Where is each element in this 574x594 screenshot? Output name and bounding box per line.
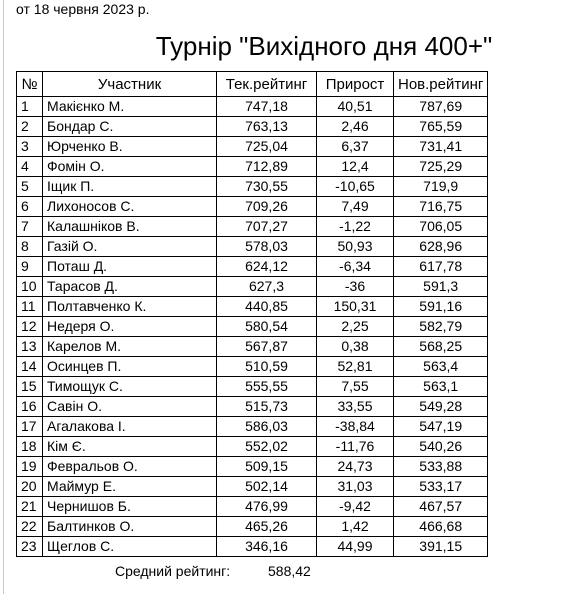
cell-current-rating: 763,13	[217, 117, 317, 137]
cell-current-rating: 578,03	[217, 237, 317, 257]
cell-number: 20	[17, 477, 43, 497]
cell-participant: Карелов М.	[43, 337, 217, 357]
cell-current-rating: 730,55	[217, 177, 317, 197]
header-number: №	[17, 72, 43, 97]
page-left-border	[3, 0, 4, 594]
cell-participant: Осинцев П.	[43, 357, 217, 377]
cell-number: 16	[17, 397, 43, 417]
cell-new-rating: 591,3	[394, 277, 488, 297]
cell-new-rating: 628,96	[394, 237, 488, 257]
cell-gain: 1,42	[317, 517, 394, 537]
cell-participant: Поташ Д.	[43, 257, 217, 277]
cell-gain: 2,46	[317, 117, 394, 137]
page-title: Турнір "Вихідного дня 400+"	[155, 31, 493, 61]
cell-number: 18	[17, 437, 43, 457]
cell-participant: Февральов О.	[43, 457, 217, 477]
date-line: от 18 червня 2023 р.	[16, 1, 150, 17]
cell-new-rating: 563,4	[394, 357, 488, 377]
cell-current-rating: 624,12	[217, 257, 317, 277]
cell-participant: Агалакова І.	[43, 417, 217, 437]
cell-number: 13	[17, 337, 43, 357]
cell-number: 23	[17, 537, 43, 557]
cell-participant: Тарасов Д.	[43, 277, 217, 297]
cell-current-rating: 707,27	[217, 217, 317, 237]
table-row	[17, 297, 488, 317]
cell-gain: -9,42	[317, 497, 394, 517]
cell-current-rating: 747,18	[217, 97, 317, 117]
table-row	[17, 117, 488, 137]
table-row	[17, 157, 488, 177]
cell-gain: -10,65	[317, 177, 394, 197]
cell-gain: -38,84	[317, 417, 394, 437]
cell-new-rating: 568,25	[394, 337, 488, 357]
cell-participant: Іщик П.	[43, 177, 217, 197]
cell-gain: 52,81	[317, 357, 394, 377]
cell-participant: Газій О.	[43, 237, 217, 257]
cell-number: 12	[17, 317, 43, 337]
table-header-row	[17, 72, 488, 97]
cell-gain: 0,38	[317, 337, 394, 357]
table-row	[17, 137, 488, 157]
table-row	[17, 97, 488, 117]
cell-current-rating: 465,26	[217, 517, 317, 537]
table-row	[17, 477, 488, 497]
cell-number: 1	[17, 97, 43, 117]
table-row	[17, 437, 488, 457]
table-row	[17, 277, 488, 297]
cell-new-rating: 591,16	[394, 297, 488, 317]
cell-new-rating: 731,41	[394, 137, 488, 157]
cell-participant: Недеря О.	[43, 317, 217, 337]
cell-current-rating: 725,04	[217, 137, 317, 157]
table-row	[17, 497, 488, 517]
table-row	[17, 337, 488, 357]
cell-new-rating: 466,68	[394, 517, 488, 537]
cell-current-rating: 346,16	[217, 537, 317, 557]
cell-participant: Тимощук С.	[43, 377, 217, 397]
cell-participant: Балтинков О.	[43, 517, 217, 537]
cell-current-rating: 567,87	[217, 337, 317, 357]
table-body	[17, 97, 488, 557]
cell-new-rating: 725,29	[394, 157, 488, 177]
table-row	[17, 417, 488, 437]
cell-gain: 12,4	[317, 157, 394, 177]
table-row	[17, 177, 488, 197]
cell-number: 9	[17, 257, 43, 277]
table-row	[17, 517, 488, 537]
table-row	[17, 397, 488, 417]
table-row	[17, 237, 488, 257]
cell-new-rating: 582,79	[394, 317, 488, 337]
cell-participant: Полтавченко К.	[43, 297, 217, 317]
cell-gain: 7,55	[317, 377, 394, 397]
table-row	[17, 217, 488, 237]
cell-new-rating: 533,88	[394, 457, 488, 477]
cell-number: 11	[17, 297, 43, 317]
cell-new-rating: 787,69	[394, 97, 488, 117]
cell-current-rating: 712,89	[217, 157, 317, 177]
cell-number: 7	[17, 217, 43, 237]
cell-new-rating: 716,75	[394, 197, 488, 217]
cell-new-rating: 706,05	[394, 217, 488, 237]
cell-new-rating: 549,28	[394, 397, 488, 417]
average-rating-value: 588,42	[268, 563, 311, 579]
cell-new-rating: 617,78	[394, 257, 488, 277]
cell-new-rating: 547,19	[394, 417, 488, 437]
cell-gain: 2,25	[317, 317, 394, 337]
table-row	[17, 357, 488, 377]
cell-participant: Чернишов Б.	[43, 497, 217, 517]
table-row	[17, 317, 488, 337]
cell-new-rating: 719,9	[394, 177, 488, 197]
cell-participant: Лихоносов С.	[43, 197, 217, 217]
cell-gain: 6,37	[317, 137, 394, 157]
cell-participant: Юрченко В.	[43, 137, 217, 157]
cell-number: 14	[17, 357, 43, 377]
cell-gain: -11,76	[317, 437, 394, 457]
cell-new-rating: 391,15	[394, 537, 488, 557]
cell-number: 8	[17, 237, 43, 257]
cell-gain: 50,93	[317, 237, 394, 257]
header-gain: Прирост	[317, 72, 394, 97]
table-row	[17, 377, 488, 397]
cell-number: 2	[17, 117, 43, 137]
cell-gain: -36	[317, 277, 394, 297]
cell-participant: Щеглов С.	[43, 537, 217, 557]
cell-gain: 33,55	[317, 397, 394, 417]
cell-gain: 7,49	[317, 197, 394, 217]
cell-number: 17	[17, 417, 43, 437]
table-row	[17, 257, 488, 277]
cell-participant: Фомін О.	[43, 157, 217, 177]
rating-table	[16, 71, 488, 557]
cell-current-rating: 476,99	[217, 497, 317, 517]
cell-number: 21	[17, 497, 43, 517]
cell-participant: Макієнко М.	[43, 97, 217, 117]
cell-gain: 44,99	[317, 537, 394, 557]
cell-number: 6	[17, 197, 43, 217]
cell-number: 4	[17, 157, 43, 177]
cell-number: 5	[17, 177, 43, 197]
cell-current-rating: 586,03	[217, 417, 317, 437]
cell-current-rating: 709,26	[217, 197, 317, 217]
cell-new-rating: 533,17	[394, 477, 488, 497]
cell-number: 22	[17, 517, 43, 537]
cell-gain: 150,31	[317, 297, 394, 317]
cell-participant: Савін О.	[43, 397, 217, 417]
cell-gain: 24,73	[317, 457, 394, 477]
average-rating-label: Средний рейтинг:	[115, 563, 231, 579]
header-participant: Участник	[43, 72, 217, 97]
table-row	[17, 197, 488, 217]
cell-current-rating: 440,85	[217, 297, 317, 317]
cell-participant: Калашніков В.	[43, 217, 217, 237]
cell-current-rating: 515,73	[217, 397, 317, 417]
header-new-rating: Нов.рейтинг	[394, 72, 488, 97]
cell-gain: -6,34	[317, 257, 394, 277]
table-row	[17, 537, 488, 557]
cell-number: 3	[17, 137, 43, 157]
table-row	[17, 457, 488, 477]
cell-number: 10	[17, 277, 43, 297]
cell-current-rating: 502,14	[217, 477, 317, 497]
cell-gain: 31,03	[317, 477, 394, 497]
cell-current-rating: 510,59	[217, 357, 317, 377]
cell-current-rating: 509,15	[217, 457, 317, 477]
cell-new-rating: 467,57	[394, 497, 488, 517]
cell-current-rating: 580,54	[217, 317, 317, 337]
cell-new-rating: 563,1	[394, 377, 488, 397]
cell-number: 15	[17, 377, 43, 397]
cell-participant: Кім Є.	[43, 437, 217, 457]
cell-current-rating: 627,3	[217, 277, 317, 297]
cell-participant: Маймур Е.	[43, 477, 217, 497]
cell-new-rating: 765,59	[394, 117, 488, 137]
cell-gain: 40,51	[317, 97, 394, 117]
cell-participant: Бондар С.	[43, 117, 217, 137]
cell-current-rating: 552,02	[217, 437, 317, 457]
cell-gain: -1,22	[317, 217, 394, 237]
cell-current-rating: 555,55	[217, 377, 317, 397]
cell-new-rating: 540,26	[394, 437, 488, 457]
header-current-rating: Тек.рейтинг	[217, 72, 317, 97]
cell-number: 19	[17, 457, 43, 477]
